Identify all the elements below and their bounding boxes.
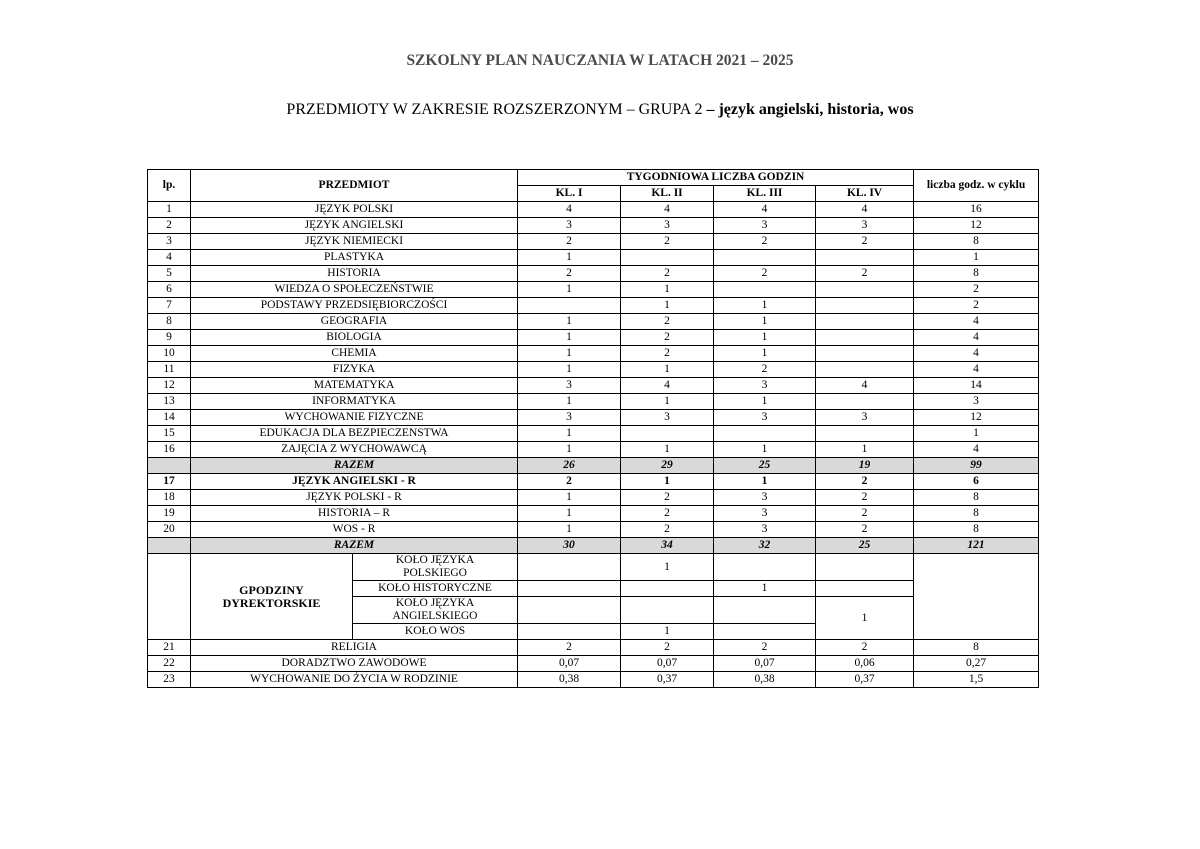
sum-kl4: 19 <box>816 458 914 474</box>
hours-total: 1 <box>914 426 1039 442</box>
hours-kl2: 1 <box>621 362 714 378</box>
hours-kl1: 0,07 <box>518 656 621 672</box>
hours-kl3: 0,38 <box>714 672 816 688</box>
hours-kl3: 2 <box>714 640 816 656</box>
hours-kl3: 1 <box>714 346 816 362</box>
hours-kl3: 1 <box>714 330 816 346</box>
hours-kl3: 0,07 <box>714 656 816 672</box>
subject-name: JĘZYK POLSKI <box>191 202 518 218</box>
header-kl4: KL. IV <box>816 186 914 202</box>
hours-kl1: 3 <box>518 378 621 394</box>
subject-name: ZAJĘCIA Z WYCHOWAWCĄ <box>191 442 518 458</box>
director-kl2: 1 <box>621 554 714 581</box>
hours-kl2: 1 <box>621 442 714 458</box>
table-row <box>148 490 1039 506</box>
director-kl3: 1 <box>714 581 816 597</box>
hours-kl4 <box>816 250 914 266</box>
hours-total: 8 <box>914 506 1039 522</box>
subject-name: GEOGRAFIA <box>191 314 518 330</box>
hours-kl3: 3 <box>714 378 816 394</box>
hours-kl2: 0,07 <box>621 656 714 672</box>
hours-total: 12 <box>914 218 1039 234</box>
hours-kl2: 2 <box>621 266 714 282</box>
hours-total: 8 <box>914 640 1039 656</box>
director-kl4: 1 <box>816 597 914 640</box>
table-row <box>148 378 1039 394</box>
director-row <box>148 554 1039 581</box>
sum-kl3: 25 <box>714 458 816 474</box>
curriculum-table <box>147 169 1039 688</box>
subject-name: BIOLOGIA <box>191 330 518 346</box>
hours-total: 1 <box>914 250 1039 266</box>
hours-kl1: 1 <box>518 442 621 458</box>
subject-name: WYCHOWANIE DO ŻYCIA W RODZINIE <box>191 672 518 688</box>
director-kl3 <box>714 554 816 581</box>
hours-kl1: 2 <box>518 234 621 250</box>
table-row <box>148 218 1039 234</box>
hours-kl2: 1 <box>621 298 714 314</box>
hours-kl4 <box>816 426 914 442</box>
table-row <box>148 234 1039 250</box>
hours-kl4: 2 <box>816 522 914 538</box>
director-item-name: KOŁO WOS <box>353 624 518 640</box>
row-number: 12 <box>148 378 191 394</box>
sum-blank <box>148 538 191 554</box>
hours-kl1: 1 <box>518 330 621 346</box>
hours-total: 14 <box>914 378 1039 394</box>
sum-kl1: 30 <box>518 538 621 554</box>
subject-name: JĘZYK POLSKI - R <box>191 490 518 506</box>
table-row <box>148 282 1039 298</box>
hours-kl4: 2 <box>816 506 914 522</box>
table-row <box>148 362 1039 378</box>
director-kl1 <box>518 554 621 581</box>
sum-label: RAZEM <box>191 538 518 554</box>
hours-kl2: 0,37 <box>621 672 714 688</box>
hours-kl2: 2 <box>621 490 714 506</box>
hours-kl1: 3 <box>518 218 621 234</box>
hours-total: 1,5 <box>914 672 1039 688</box>
subject-name: JĘZYK ANGIELSKI - R <box>191 474 518 490</box>
row-number: 18 <box>148 490 191 506</box>
hours-total: 3 <box>914 394 1039 410</box>
table-row <box>148 394 1039 410</box>
hours-kl3: 3 <box>714 522 816 538</box>
table-row <box>148 410 1039 426</box>
row-number: 22 <box>148 656 191 672</box>
director-kl3 <box>714 597 816 624</box>
table-row <box>148 522 1039 538</box>
row-number: 9 <box>148 330 191 346</box>
hours-kl3: 3 <box>714 218 816 234</box>
hours-kl1: 3 <box>518 410 621 426</box>
hours-kl4 <box>816 314 914 330</box>
table-row <box>148 266 1039 282</box>
hours-kl3: 1 <box>714 298 816 314</box>
hours-kl1: 1 <box>518 394 621 410</box>
hours-kl2: 2 <box>621 506 714 522</box>
sum-kl1: 26 <box>518 458 621 474</box>
sum-kl3: 32 <box>714 538 816 554</box>
director-kl1 <box>518 597 621 624</box>
hours-total: 2 <box>914 298 1039 314</box>
header-lp: lp. <box>148 170 191 202</box>
hours-kl3: 2 <box>714 234 816 250</box>
subtitle-prefix: PRZEDMIOTY W ZAKRESIE ROZSZERZONYM – GRUPA 2 <box>286 101 707 118</box>
sum-blank <box>148 458 191 474</box>
hours-kl4: 4 <box>816 202 914 218</box>
hours-total: 8 <box>914 266 1039 282</box>
subject-name: WYCHOWANIE FIZYCZNE <box>191 410 518 426</box>
table-row <box>148 298 1039 314</box>
director-total <box>914 554 1039 640</box>
sum-kl2: 29 <box>621 458 714 474</box>
hours-kl4 <box>816 330 914 346</box>
header-row-1 <box>148 170 1039 186</box>
hours-total: 8 <box>914 490 1039 506</box>
subject-name: INFORMATYKA <box>191 394 518 410</box>
row-number: 23 <box>148 672 191 688</box>
row-number: 8 <box>148 314 191 330</box>
hours-kl1: 1 <box>518 522 621 538</box>
sum-kl2: 34 <box>621 538 714 554</box>
director-kl1 <box>518 624 621 640</box>
hours-kl2: 2 <box>621 346 714 362</box>
hours-kl1: 0,38 <box>518 672 621 688</box>
subject-name: PLASTYKA <box>191 250 518 266</box>
row-number: 6 <box>148 282 191 298</box>
table-row <box>148 656 1039 672</box>
table-row <box>148 426 1039 442</box>
hours-kl1: 2 <box>518 266 621 282</box>
hours-kl3 <box>714 426 816 442</box>
hours-kl2: 2 <box>621 234 714 250</box>
hours-kl3: 3 <box>714 410 816 426</box>
hours-kl4: 2 <box>816 490 914 506</box>
row-number: 10 <box>148 346 191 362</box>
hours-kl2: 1 <box>621 282 714 298</box>
sum-row <box>148 538 1039 554</box>
header-kl1: KL. I <box>518 186 621 202</box>
row-number: 1 <box>148 202 191 218</box>
sum-label: RAZEM <box>191 458 518 474</box>
hours-total: 12 <box>914 410 1039 426</box>
table-body <box>148 170 1039 688</box>
hours-kl4: 1 <box>816 442 914 458</box>
hours-total: 6 <box>914 474 1039 490</box>
hours-kl4: 3 <box>816 218 914 234</box>
hours-kl4: 0,37 <box>816 672 914 688</box>
header-subject: PRZEDMIOT <box>191 170 518 202</box>
table-row <box>148 474 1039 490</box>
hours-kl4: 2 <box>816 474 914 490</box>
director-item-name: KOŁO HISTORYCZNE <box>353 581 518 597</box>
hours-kl4: 2 <box>816 266 914 282</box>
subject-name: PODSTAWY PRZEDSIĘBIORCZOŚCI <box>191 298 518 314</box>
subject-name: WIEDZA O SPOŁECZEŃSTWIE <box>191 282 518 298</box>
hours-kl1: 1 <box>518 250 621 266</box>
hours-kl3: 1 <box>714 474 816 490</box>
subject-name: JĘZYK ANGIELSKI <box>191 218 518 234</box>
hours-kl3: 2 <box>714 362 816 378</box>
hours-kl1: 1 <box>518 490 621 506</box>
row-number: 14 <box>148 410 191 426</box>
hours-kl1: 1 <box>518 346 621 362</box>
hours-kl2: 3 <box>621 410 714 426</box>
hours-kl1: 4 <box>518 202 621 218</box>
sum-kl4: 25 <box>816 538 914 554</box>
document-title: SZKOLNY PLAN NAUCZANIA W LATACH 2021 – 2025 <box>406 52 794 69</box>
subject-name: CHEMIA <box>191 346 518 362</box>
director-blank-lp <box>148 554 191 640</box>
header-kl2: KL. II <box>621 186 714 202</box>
hours-kl2: 1 <box>621 394 714 410</box>
row-number: 3 <box>148 234 191 250</box>
table-row <box>148 346 1039 362</box>
hours-kl2 <box>621 250 714 266</box>
subject-name: EDUKACJA DLA BEZPIECZENSTWA <box>191 426 518 442</box>
hours-kl3 <box>714 250 816 266</box>
hours-total: 8 <box>914 234 1039 250</box>
subject-name: WOS - R <box>191 522 518 538</box>
hours-kl3: 1 <box>714 394 816 410</box>
hours-total: 0,27 <box>914 656 1039 672</box>
hours-kl1: 1 <box>518 282 621 298</box>
hours-kl4: 4 <box>816 378 914 394</box>
subtitle-bold: – język angielski, historia, wos <box>706 101 914 118</box>
table-row <box>148 640 1039 656</box>
hours-kl4 <box>816 282 914 298</box>
table-row <box>148 442 1039 458</box>
hours-kl2: 4 <box>621 202 714 218</box>
hours-kl4 <box>816 362 914 378</box>
director-kl4 <box>816 581 914 597</box>
document-subtitle <box>0 101 1200 119</box>
director-kl4 <box>816 554 914 581</box>
row-number: 7 <box>148 298 191 314</box>
hours-kl3: 3 <box>714 490 816 506</box>
director-kl2 <box>621 581 714 597</box>
row-number: 2 <box>148 218 191 234</box>
hours-kl3: 1 <box>714 314 816 330</box>
hours-kl1: 1 <box>518 314 621 330</box>
hours-kl2: 2 <box>621 330 714 346</box>
table-row <box>148 330 1039 346</box>
hours-kl3: 3 <box>714 506 816 522</box>
hours-kl4 <box>816 394 914 410</box>
hours-kl3: 2 <box>714 266 816 282</box>
sum-total: 99 <box>914 458 1039 474</box>
hours-kl2: 1 <box>621 474 714 490</box>
row-number: 21 <box>148 640 191 656</box>
table-row <box>148 202 1039 218</box>
hours-total: 4 <box>914 442 1039 458</box>
header-kl3: KL. III <box>714 186 816 202</box>
hours-kl3: 4 <box>714 202 816 218</box>
sum-row <box>148 458 1039 474</box>
hours-total: 4 <box>914 362 1039 378</box>
hours-kl3 <box>714 282 816 298</box>
hours-kl4: 2 <box>816 234 914 250</box>
sum-total: 121 <box>914 538 1039 554</box>
hours-kl2: 2 <box>621 314 714 330</box>
hours-kl2: 2 <box>621 640 714 656</box>
director-item-name: KOŁO JĘZYKA ANGIELSKIEGO <box>353 597 518 624</box>
hours-kl4: 3 <box>816 410 914 426</box>
row-number: 5 <box>148 266 191 282</box>
hours-kl4 <box>816 298 914 314</box>
hours-kl1: 2 <box>518 640 621 656</box>
subject-name: HISTORIA <box>191 266 518 282</box>
subject-name: FIZYKA <box>191 362 518 378</box>
hours-total: 2 <box>914 282 1039 298</box>
row-number: 20 <box>148 522 191 538</box>
hours-total: 4 <box>914 314 1039 330</box>
header-weekly: TYGODNIOWA LICZBA GODZIN <box>518 170 914 186</box>
director-kl2: 1 <box>621 624 714 640</box>
row-number: 11 <box>148 362 191 378</box>
hours-kl3: 1 <box>714 442 816 458</box>
subject-name: DORADZTWO ZAWODOWE <box>191 656 518 672</box>
director-kl2 <box>621 597 714 624</box>
director-item-name: KOŁO JĘZYKA POLSKIEGO <box>353 554 518 581</box>
table-row <box>148 672 1039 688</box>
table-row <box>148 506 1039 522</box>
director-kl3 <box>714 624 816 640</box>
hours-kl1: 1 <box>518 362 621 378</box>
hours-kl1 <box>518 298 621 314</box>
hours-kl2: 2 <box>621 522 714 538</box>
hours-kl4 <box>816 346 914 362</box>
hours-kl1: 1 <box>518 426 621 442</box>
hours-kl4: 2 <box>816 640 914 656</box>
subject-name: HISTORIA – R <box>191 506 518 522</box>
hours-kl1: 2 <box>518 474 621 490</box>
subject-name: JĘZYK NIEMIECKI <box>191 234 518 250</box>
row-number: 19 <box>148 506 191 522</box>
hours-total: 8 <box>914 522 1039 538</box>
hours-kl2: 4 <box>621 378 714 394</box>
table-row <box>148 250 1039 266</box>
header-total: liczba godz. w cyklu <box>914 170 1039 202</box>
row-number: 4 <box>148 250 191 266</box>
hours-total: 4 <box>914 346 1039 362</box>
hours-total: 4 <box>914 330 1039 346</box>
subject-name: RELIGIA <box>191 640 518 656</box>
hours-kl1: 1 <box>518 506 621 522</box>
row-number: 13 <box>148 394 191 410</box>
row-number: 15 <box>148 426 191 442</box>
hours-kl2 <box>621 426 714 442</box>
hours-kl2: 3 <box>621 218 714 234</box>
hours-kl4: 0,06 <box>816 656 914 672</box>
director-kl1 <box>518 581 621 597</box>
director-label: GPODZINY DYREKTORSKIE <box>191 554 353 640</box>
row-number: 17 <box>148 474 191 490</box>
row-number: 16 <box>148 442 191 458</box>
table-row <box>148 314 1039 330</box>
subject-name: MATEMATYKA <box>191 378 518 394</box>
hours-total: 16 <box>914 202 1039 218</box>
